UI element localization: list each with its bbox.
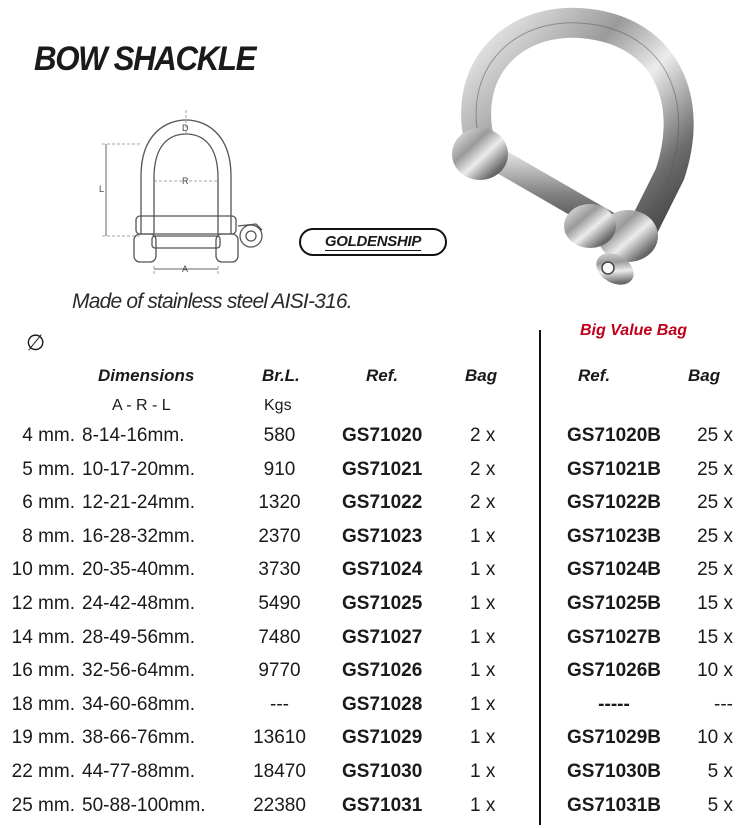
row-diameter: 16 mm. [11,660,75,682]
row-big-ref: GS71023B [566,525,661,547]
row-ref: GS71029 [342,727,423,749]
row-dimensions: 44-77-88mm. [82,761,195,782]
row-dimensions: 28-49-56mm. [82,626,195,648]
row-ref: GS71028 [342,693,423,715]
row-big-bag-qty: 15 x [697,593,733,614]
row-breaking-load: --- [270,693,289,715]
row-diameter: 14 mm. [11,626,75,648]
row-big-ref: GS71026B [566,660,661,682]
shackle-dimension-diagram [96,106,276,276]
row-breaking-load: 7480 [258,626,301,648]
header-big-bag: Bag [688,366,721,385]
header-dimensions-sub: A - R - L [112,397,171,414]
row-breaking-load: 9770 [258,660,301,682]
row-dimensions: 8-14-16mm. [82,425,185,446]
row-diameter: 10 mm. [11,559,75,581]
row-dimensions: 38-66-76mm. [82,727,195,749]
row-big-ref: GS71031B [566,794,661,816]
header-ref: Ref. [366,366,399,385]
row-big-ref: ----- [598,693,630,715]
row-diameter: 5 mm. [22,458,75,480]
row-ref: GS71025 [342,593,423,614]
row-diameter: 6 mm. [22,492,75,514]
brand-logo [299,228,447,256]
row-ref: GS71027 [342,626,423,648]
row-diameter: 8 mm. [22,525,75,547]
table-row [0,761,743,794]
table-row [0,627,743,660]
row-bag-qty: 1 x [470,761,496,782]
row-big-bag-qty: 10 x [697,727,733,749]
row-bag-qty: 1 x [470,559,496,581]
header-big-ref: Ref. [578,366,611,385]
row-big-ref: GS71027B [566,626,661,648]
material-note: Made of stainless steel AISI-316. [72,290,352,313]
row-diameter: 25 mm. [11,794,75,816]
brand-name: GOLDENSHIP [324,232,422,250]
row-breaking-load: 5490 [258,593,301,614]
row-dimensions: 32-56-64mm. [82,660,195,682]
row-bag-qty: 1 x [470,693,496,715]
row-big-bag-qty: 10 x [697,660,733,682]
table-row [0,559,743,592]
row-big-bag-qty: 5 x [707,761,733,782]
row-big-bag-qty: 5 x [707,794,733,816]
row-big-bag-qty: 25 x [697,559,733,581]
diagram-label-l: L [99,184,105,194]
row-ref: GS71024 [342,559,423,581]
row-diameter: 18 mm. [11,693,75,715]
row-dimensions: 10-17-20mm. [82,458,195,480]
diagram-label-d: D [182,123,189,133]
row-big-bag-qty: 25 x [697,525,733,547]
row-diameter: 22 mm. [11,761,75,782]
header-brl: Br.L. [262,366,300,385]
row-bag-qty: 1 x [470,727,496,749]
row-big-bag-qty: 25 x [697,492,733,514]
row-big-ref: GS71020B [566,425,661,446]
row-ref: GS71022 [342,492,423,514]
row-big-ref: GS71024B [566,559,661,581]
row-ref: GS71020 [342,425,423,446]
row-big-ref: GS71021B [566,458,661,480]
row-ref: GS71031 [342,794,423,816]
row-ref: GS71023 [342,525,423,547]
row-breaking-load: 13610 [253,727,306,749]
row-bag-qty: 2 x [470,425,496,446]
row-bag-qty: 2 x [470,458,496,480]
table-row [0,660,743,693]
header-dimensions: Dimensions [98,366,195,385]
row-breaking-load: 2370 [258,525,301,547]
header-brl-sub: Kgs [264,397,292,414]
row-breaking-load: 22380 [253,794,306,816]
table-row [0,694,743,727]
row-bag-qty: 1 x [470,794,496,816]
row-big-bag-qty: 15 x [697,626,733,648]
row-diameter: 19 mm. [11,727,75,749]
row-bag-qty: 1 x [470,626,496,648]
row-diameter: 4 mm. [22,425,75,446]
table-row [0,727,743,760]
row-big-bag-qty: --- [714,693,733,715]
row-bag-qty: 1 x [470,660,496,682]
row-bag-qty: 1 x [470,593,496,614]
row-breaking-load: 910 [263,458,296,480]
row-dimensions: 12-21-24mm. [82,492,195,514]
row-big-bag-qty: 25 x [697,458,733,480]
row-dimensions: 16-28-32mm. [82,525,195,547]
row-big-ref: GS71030B [566,761,661,782]
row-dimensions: 20-35-40mm. [82,559,195,581]
row-big-ref: GS71029B [566,727,661,749]
row-dimensions: 34-60-68mm. [82,693,195,715]
shackle-photo [440,4,700,304]
row-breaking-load: 1320 [258,492,301,514]
row-diameter: 12 mm. [11,593,75,614]
table-row [0,526,743,559]
row-big-bag-qty: 25 x [697,425,733,446]
row-breaking-load: 580 [263,425,296,446]
row-dimensions: 24-42-48mm. [82,593,195,614]
table-row [0,593,743,626]
row-bag-qty: 1 x [470,525,496,547]
row-ref: GS71026 [342,660,423,682]
row-big-ref: GS71022B [566,492,661,514]
row-bag-qty: 2 x [470,492,496,514]
table-row [0,492,743,525]
page-title: BOW SHACKLE [34,40,256,78]
table-row [0,425,743,458]
table-row [0,459,743,492]
table-row [0,795,743,828]
row-dimensions: 50-88-100mm. [82,794,206,816]
header-bag: Bag [465,366,498,385]
row-big-ref: GS71025B [566,593,661,614]
row-breaking-load: 3730 [258,559,301,581]
row-ref: GS71030 [342,761,423,782]
row-ref: GS71021 [342,458,423,480]
diagram-label-a: A [182,264,189,274]
diameter-symbol: ∅ [26,330,46,355]
diagram-label-r: R [182,176,189,186]
big-value-bag-label: Big Value Bag [580,322,687,339]
row-breaking-load: 18470 [253,761,306,782]
